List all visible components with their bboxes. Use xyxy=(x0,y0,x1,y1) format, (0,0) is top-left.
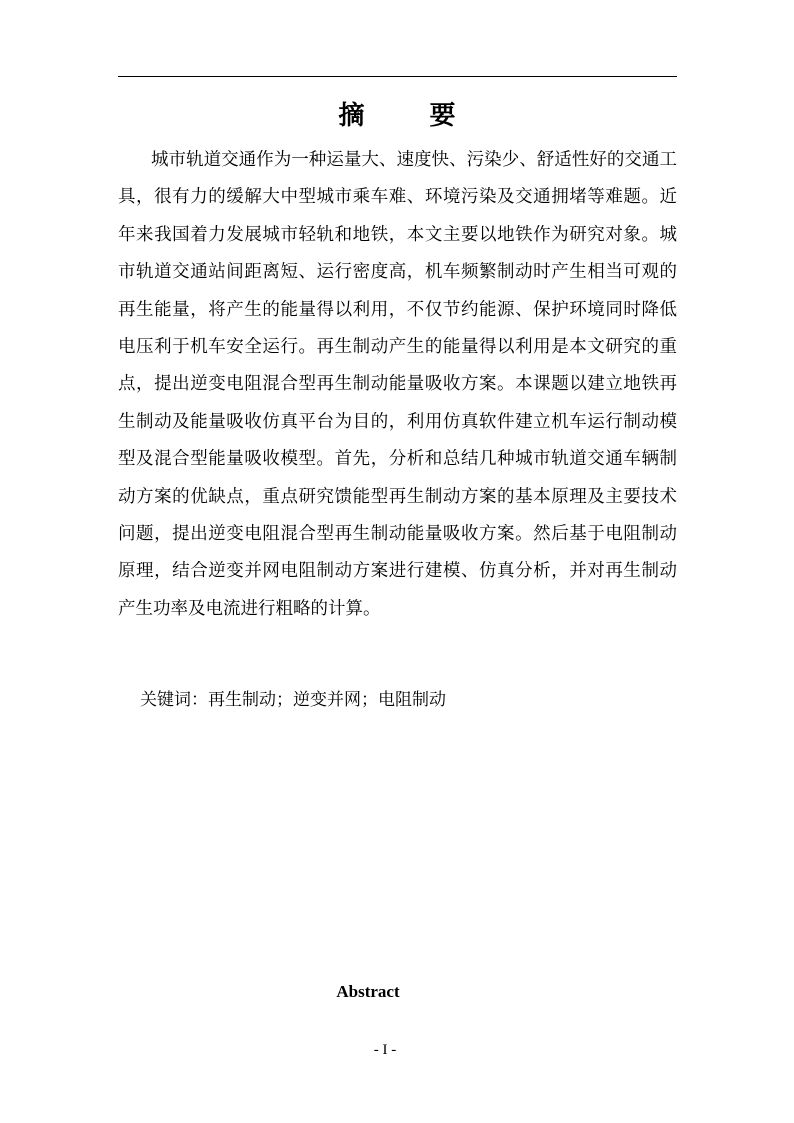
english-abstract-heading: Abstract xyxy=(336,982,400,1001)
page-number: - I - xyxy=(373,1042,397,1058)
header-rule xyxy=(118,76,677,77)
keywords-line: 关键词：再生制动；逆变并网；电阻制动 xyxy=(140,690,446,710)
abstract-body: 城市轨道交通作为一种运量大、速度快、污染少、舒适性好的交通工具，很有力的缓解大中型城市乘车难、环境污染及交通拥堵等难题。近年来我国着力发展城市轻轨和地铁，本文主要以地铁作为研究对象。城市轨道交通站间距离短、运行密度高，机车频繁制动时产生相当可观的再生能量，将产生的能量得以利用，不仅节约能源、保护环境同时降低电压利于机车安全运行。再生制动产生的能量得以利用是本文研究的重点，提出逆变电阻混合型再生制动能量吸收方案。本课题以建立地铁再生制动及能量吸收仿真平台为目的，利用仿真软件建立机车运行制动模型及混合型能量吸收模型。首先，分析和总结几种城市轨道交通车辆制动方案的优缺点，重点研究馈能型再生制动方案的基本原理及主要技术问题，提出逆变电阻混合型再生制动能量吸收方案。然后基于电阻制动原理，结合逆变并网电阻制动方案进行建模、仿真分析，并对再生制动产生功率及电流进行粗略的计算。 xyxy=(118,150,677,619)
abstract-title: 摘 要 xyxy=(338,101,484,131)
